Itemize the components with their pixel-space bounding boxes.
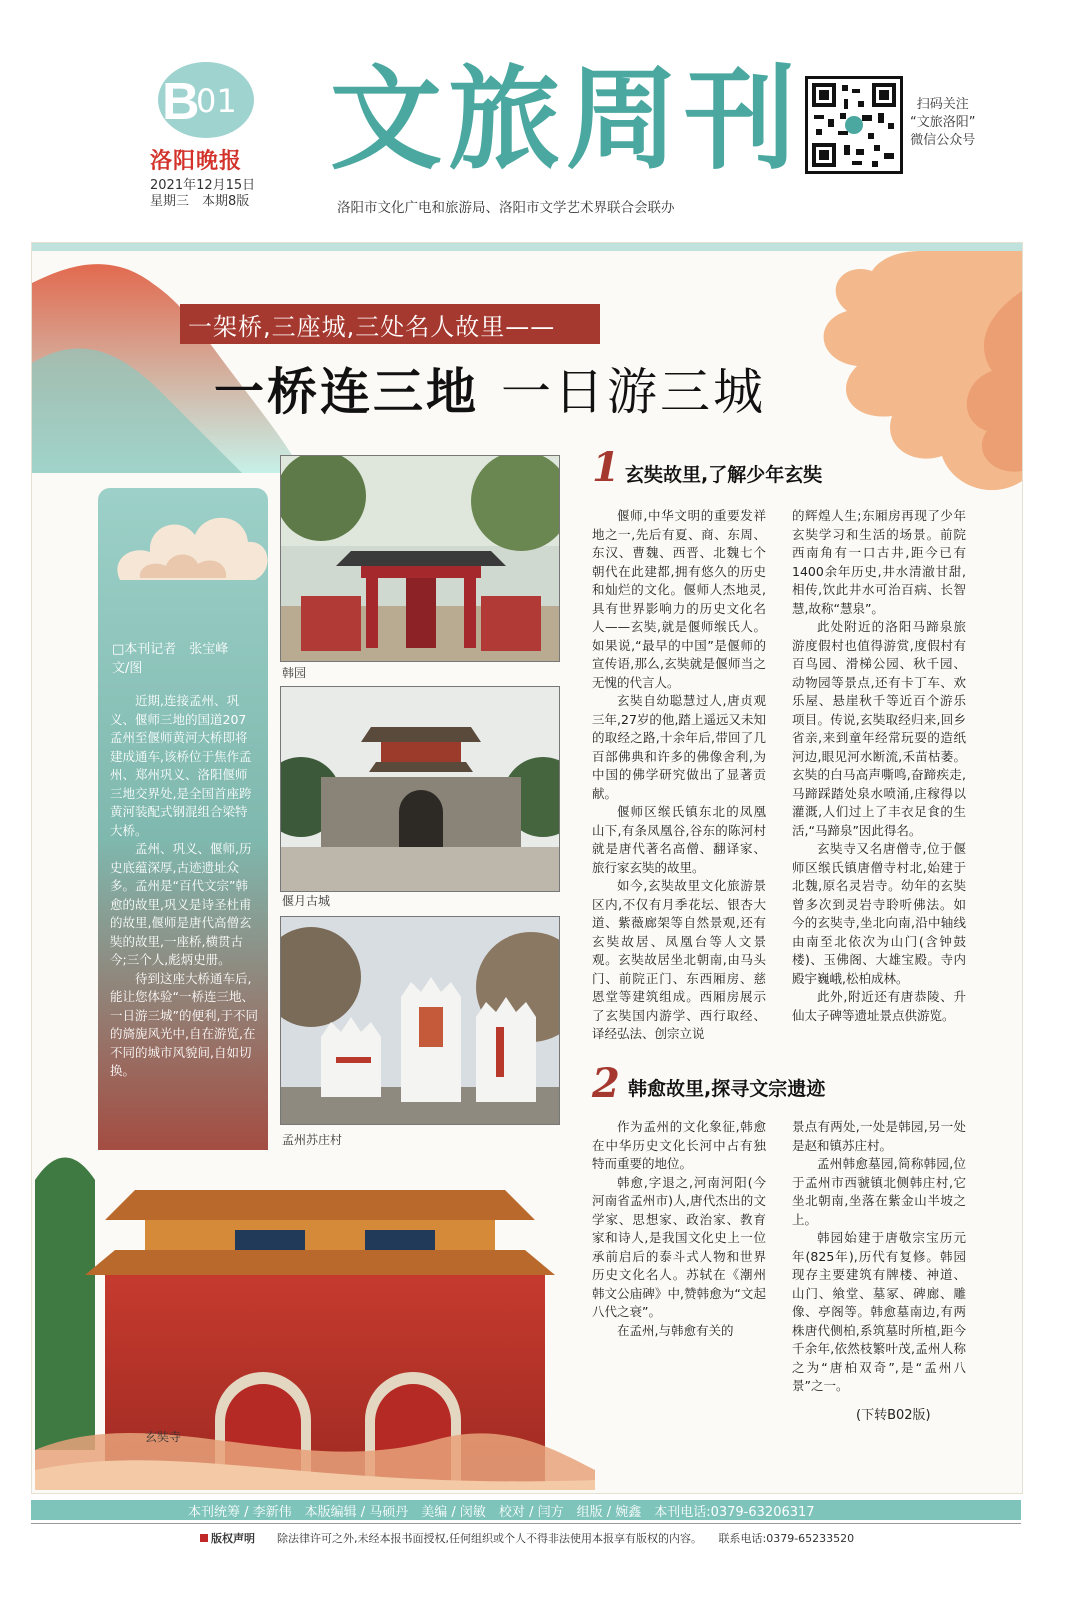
paper-name: 洛阳晚报 <box>150 148 243 174</box>
qr-note-line: 扫码关注 <box>916 97 969 112</box>
photo-han-garden <box>280 455 560 662</box>
page-letter: B <box>162 73 200 131</box>
intro-text <box>110 692 258 1081</box>
intro-paragraph: 孟州、巩义、偃师,历史底蕴深厚,古迹遗址众多。孟州是“百代文宗”韩愈的故里,巩义是诗圣杜甫的故里,偃师是唐代高僧玄奘的故里,一座桥,横贯古今;三个人,彪炳史册。 <box>110 841 252 967</box>
paragraph: 韩愈,字退之,河南河阳(今河南省孟州市)人,唐代杰出的文学家、思想家、政治家、教育家和诗人,是我国文化史上一位承前启后的泰斗式人物和世界历史文化名人。苏轼在《潮州韩文公庙碑》中,赞韩愈为“文起八代之衰”。 <box>592 1174 766 1319</box>
qr-code-icon <box>805 76 903 174</box>
divider <box>31 1523 1021 1524</box>
kicker: 一架桥,三座城,三处名人故里—— <box>188 313 556 341</box>
photo-label: 玄奘寺 <box>145 1430 182 1444</box>
headline-part-a: 一桥连三地 <box>214 363 479 421</box>
copyright-text: 除法律许可之外,未经本报书面授权,任何组织或个人不得非法使用本报享有版权的内容。 联系电话:0379-65233520 <box>277 1532 855 1545</box>
section2-column1 <box>592 1118 766 1340</box>
headline <box>214 352 766 424</box>
paragraph: 偃师,中华文明的重要发祥地之一,先后有夏、商、东周、东汉、曹魏、西晋、北魏七个朝代在此建都,拥有悠久的历史和灿烂的文化。偃师人杰地灵,具有世界影响力的历史文化名人——玄奘,就是偃师缑氏人。如果说,“最早的中国”是偃师的宣传语,那么,玄奘就是偃师当之无愧的代言人。 <box>592 508 766 690</box>
section1-column1 <box>592 507 766 1044</box>
page-number: 01 <box>196 82 237 120</box>
issue-date <box>150 178 255 210</box>
copyright-label: 版权声明 <box>211 1532 255 1545</box>
page-badge <box>158 62 254 138</box>
intro-paragraph: 待到这座大桥通车后,能让您体验“一桥连三地、一日游三城”的便利,于不同的旖旎风光中,自在游览,在不同的城市风貌间,自如切换。 <box>110 970 258 1078</box>
paragraph: 此处附近的洛阳马蹄泉旅游度假村也值得游赏,度假村有百鸟园、滑梯公园、秋千园、动物园等景点,还有卡丁车、欢乐屋、悬崖秋千等近百个游乐项目。传说,玄奘取经归来,回乡省亲,来到童年经常玩耍的造纸河边,眼见河水断流,禾苗枯萎。玄奘的白马高声嘶鸣,奋蹄疾走,马蹄踩踏处泉水喷涌,庄稼得以灌溉,人们过上了丰衣足食的生活,“马蹄泉”因此得名。 <box>792 619 966 838</box>
headline-part-b: 一日游三城 <box>501 363 766 421</box>
photo-xuanzang-temple <box>35 1150 595 1490</box>
byline-role: 文/图 <box>112 661 143 676</box>
paragraph: 的辉煌人生;东厢房再现了少年玄奘学习和生活的场景。前院西南角有一口古井,距今已有1400余年历史,井水清澈甘甜,相传,饮此井水可治百病、长智慧,故称“慧泉”。 <box>792 508 966 616</box>
byline <box>112 640 262 678</box>
continued-note: (下转B02版) <box>856 1408 931 1423</box>
paragraph: 如今,玄奘故里文化旅游景区内,不仅有月季花坛、银杏大道、紫薇廊架等自然景观,还有玄奘故居、凤凰台等人文景观。玄奘故居坐北朝南,由马头门、前院正门、东西厢房、慈恩堂等建筑组成。西厢房展示了玄奘国内游学、西行取经、译经弘法、创宗立说 <box>592 878 766 1041</box>
paragraph: 在孟州,与韩愈有关的 <box>617 1322 734 1338</box>
paragraph: 韩园始建于唐敬宗宝历元年(825年),历代有复修。韩园现存主要建筑有牌楼、神道、山门、飨堂、墓冢、碑廊、雕像、亭阁等。韩愈墓南边,有两株唐代侧柏,系筑墓时所植,距今千余年,依然枝繁叶茂,孟州人称之为“唐柏双奇”,是“孟州八景”之一。 <box>792 1230 966 1393</box>
masthead-title: 文旅周刊 <box>330 54 802 185</box>
section-number: 1 <box>592 444 620 491</box>
section1-column2 <box>792 507 966 1025</box>
section-number: 2 <box>592 1060 620 1107</box>
paragraph: 此外,附近还有唐恭陵、升仙太子碑等遗址景点供游览。 <box>792 989 966 1023</box>
qr-note-line: “文旅洛阳” <box>910 115 976 130</box>
paragraph: 作为孟州的文化象征,韩愈在中华历史文化长河中占有独特而重要的地位。 <box>592 1119 766 1171</box>
photo-caption: 偃月古城 <box>282 894 331 908</box>
section-title: 韩愈故里,探寻文宗遗迹 <box>628 1078 826 1100</box>
paragraph: 玄奘自幼聪慧过人,唐贞观三年,27岁的他,踏上遥远又未知的取经之路,十余年后,带回了几百部佛典和许多的佛像舍利,为中国的佛学研究做出了显著贡献。 <box>592 693 766 801</box>
section2-column2 <box>792 1118 966 1396</box>
paragraph: 玄奘寺又名唐僧寺,位于偃师区缑氏镇唐僧寺村北,始建于北魏,原名灵岩寺。幼年的玄奘曾多次到灵岩寺聆听佛法。如今的玄奘寺,坐北向南,沿中轴线由南至北依次为山门(含钟鼓楼)、玉佛阁、大雄宝殿。寺内殿宇巍峨,松柏成林。 <box>792 841 966 986</box>
section-title: 玄奘故里,了解少年玄奘 <box>625 464 823 486</box>
byline-reporter: □本刊记者 张宝峰 <box>112 642 229 657</box>
co-sponsors: 洛阳市文化广电和旅游局、洛阳市文学艺术界联合会联办 <box>337 200 675 216</box>
staff-credits: 本刊统筹 / 李新伟 本版编辑 / 马硕丹 美编 / 闵敏 校对 / 闫方 组版 / 婉鑫 本刊电话:0379-63206317 <box>188 1505 815 1520</box>
photo-caption: 孟州苏庄村 <box>282 1133 343 1147</box>
paragraph: 孟州韩愈墓园,简称韩园,位于孟州市西虢镇北侧韩庄村,它坐北朝南,坐落在紫金山半坡之上。 <box>792 1156 966 1227</box>
square-icon <box>200 1534 208 1542</box>
date-line: 2021年12月15日 <box>150 178 256 193</box>
qr-note-line: 微信公众号 <box>910 133 976 148</box>
weekday-line: 星期三 本期8版 <box>150 194 250 209</box>
cloud-icon <box>110 490 270 600</box>
photo-caption: 韩园 <box>282 666 307 680</box>
qr-note <box>910 96 975 150</box>
intro-paragraph: 近期,连接孟州、巩义、偃师三地的国道207孟州至偃师黄河大桥即将建成通车,该桥位于焦作孟州、郑州巩义、洛阳偃师三地交界处,是全国首座跨黄河装配式钢混组合梁特大桥。 <box>110 693 252 838</box>
photo-yanyue-ancient-city <box>280 686 560 892</box>
photo-suzhuang-village <box>280 916 560 1125</box>
paragraph: 偃师区缑氏镇东北的凤凰山下,有条凤凰谷,谷东的陈河村就是唐代著名高僧、翻译家、旅行家玄奘的故里。 <box>592 804 766 875</box>
copyright-notice <box>200 1530 854 1546</box>
paragraph: 景点有两处,一处是韩园,另一处是赵和镇苏庄村。 <box>792 1119 966 1153</box>
